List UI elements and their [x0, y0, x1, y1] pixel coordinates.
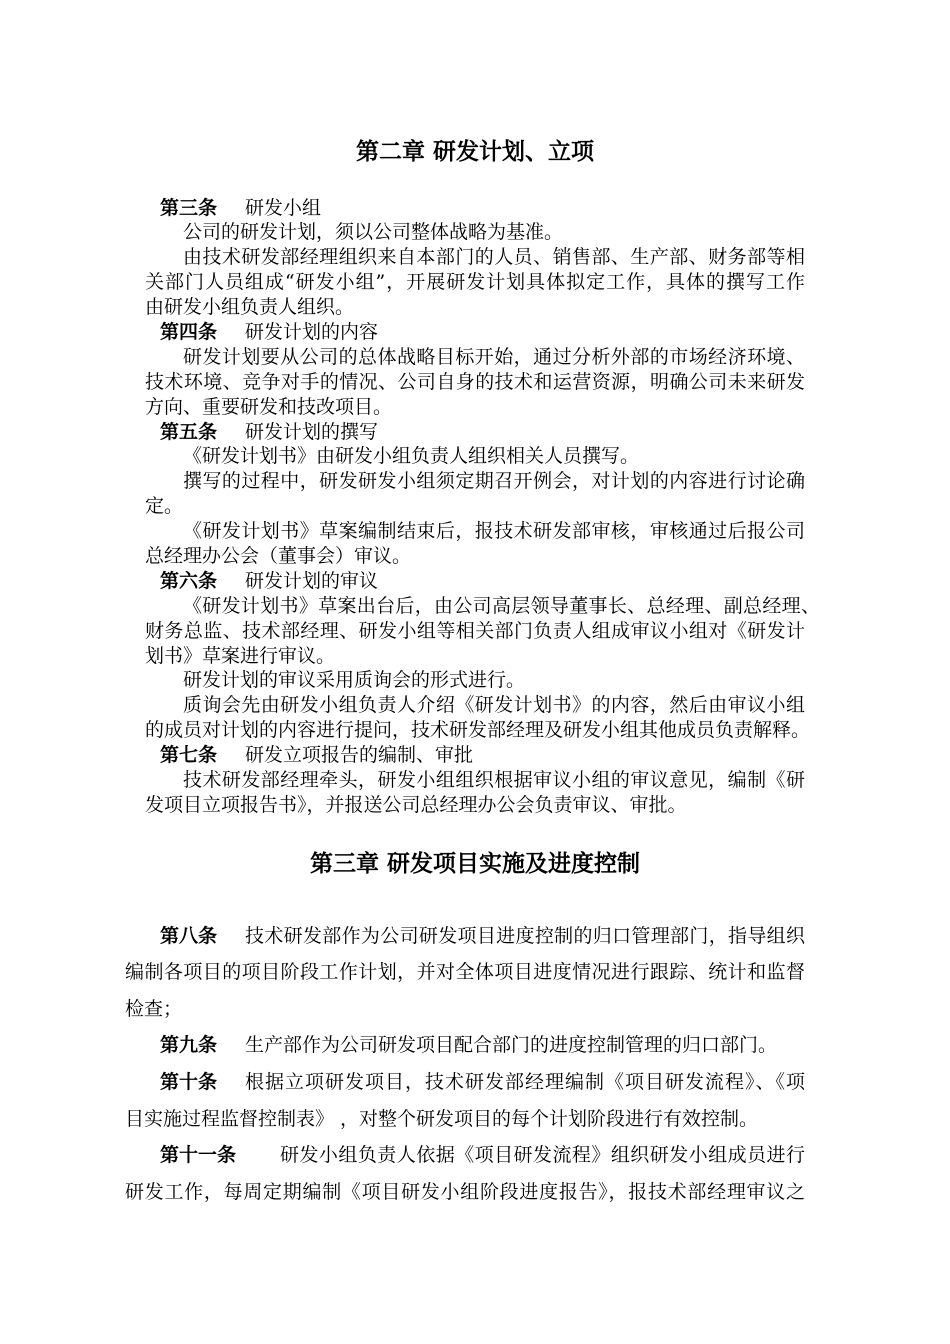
body-line: 的成员对计划的内容进行提问，技术研发部经理及研发小组其他成员负责解释。: [145, 719, 811, 742]
body-line: 关部门人员组成“研发小组”，开展研发计划具体拟定工作，具体的撰写工作: [145, 271, 805, 294]
body-line: 研发小组负责人依据《项目研发流程》组织研发小组成员进行: [280, 1144, 805, 1167]
body-line: 划书》草案进行审议。: [145, 644, 336, 667]
body-line: 研发计划要从公司的总体战略目标开始，通过分析外部的市场经济环境、: [183, 345, 805, 368]
article-label: 第五条: [160, 420, 218, 443]
body-line: 由研发小组负责人组织。: [145, 296, 355, 319]
body-line: 编制各项目的项目阶段工作计划，并对全体项目进度情况进行跟踪、统计和监督: [125, 961, 805, 984]
body-line: 根据立项研发项目，技术研发部经理编制《项目研发流程》、《项: [245, 1071, 805, 1094]
chapter-title: 第三章 研发项目实施及进度控制: [309, 850, 640, 877]
article-label: 第六条: [160, 569, 218, 592]
body-line: 撰写的过程中，研发研发小组须定期召开例会，对计划的内容进行讨论确: [183, 470, 805, 493]
body-line: 技术研发部作为公司研发项目进度控制的归口管理部门，指导组织: [245, 924, 805, 947]
body-line: 《研发计划书》草案编制结束后，报技术研发部审核，审核通过后报公司: [183, 520, 805, 543]
body-line: 方向、重要研发和技改项目。: [145, 395, 393, 418]
body-line: 检查；: [125, 997, 183, 1020]
body-line: 技术研发部经理牵头，研发小组组织根据审议小组的审议意见，编制《研: [183, 768, 805, 791]
article-header: [145, 569, 805, 594]
article-heading: 研发计划的审议: [245, 569, 379, 592]
chapter-2-section: [145, 196, 820, 818]
body-line: 生产部作为公司研发项目配合部门的进度控制管理的归口部门。: [245, 1034, 778, 1057]
body-line: 由技术研发部经理组织来自本部门的人员、销售部、生产部、财务部等相: [183, 246, 805, 269]
article-heading: 研发计划的撰写: [245, 420, 379, 443]
body-line: 技术环境、竞争对手的情况、公司自身的技术和运营资源，明确公司未来研发: [145, 370, 805, 393]
body-line: 质询会先由研发小组负责人介绍《研发计划书》的内容，然后由审议小组: [183, 694, 805, 717]
article-first-line: [125, 1064, 805, 1101]
body-line: 定。: [145, 495, 184, 518]
article-first-line: [125, 918, 805, 955]
body-line: 研发计划的审议采用质询会的形式进行。: [183, 669, 526, 692]
article-label: 第三条: [160, 196, 218, 219]
article-header: [145, 320, 805, 345]
article-label: 第七条: [160, 744, 218, 767]
body-line: 研发工作，每周定期编制《项目研发小组阶段进度报告》，报技术部经理审议之: [125, 1180, 805, 1203]
article-heading: 研发小组: [245, 196, 322, 219]
body-line: 财务总监、技术部经理、研发小组等相关部门负责人组成审议小组对《研发计: [145, 619, 805, 642]
article-label: 第八条: [160, 924, 218, 947]
article-label: 第十一条: [160, 1144, 237, 1167]
body-line: 目实施过程监督控制表》 ，对整个研发项目的每个计划阶段进行有效控制。: [125, 1107, 759, 1130]
article-header: [145, 743, 805, 768]
article-heading: 研发计划的内容: [245, 320, 379, 343]
article-header: [145, 196, 805, 221]
chapter-3-section: [125, 918, 805, 1211]
body-line: 发项目立项报告书》，并报送公司总经理办公会负责审议、审批。: [145, 793, 687, 816]
article-heading: 研发立项报告的编制、审批: [245, 744, 474, 767]
article-label: 第四条: [160, 320, 218, 343]
body-line: 公司的研发计划，须以公司整体战略为基准。: [183, 221, 564, 244]
article-first-line: [125, 1027, 805, 1064]
article-header: [145, 420, 805, 445]
body-line: 《研发计划书》由研发小组负责人组织相关人员撰写。: [183, 445, 640, 468]
article-first-line: [125, 1137, 805, 1174]
chapter-title: 第二章 研发计划、立项: [355, 138, 594, 165]
body-line: 《研发计划书》草案出台后，由公司高层领导董事长、总经理、副总经理、: [183, 594, 820, 617]
article-label: 第十条: [160, 1071, 218, 1094]
body-line: 总经理办公会（董事会）审议。: [145, 544, 412, 567]
article-label: 第九条: [160, 1034, 218, 1057]
